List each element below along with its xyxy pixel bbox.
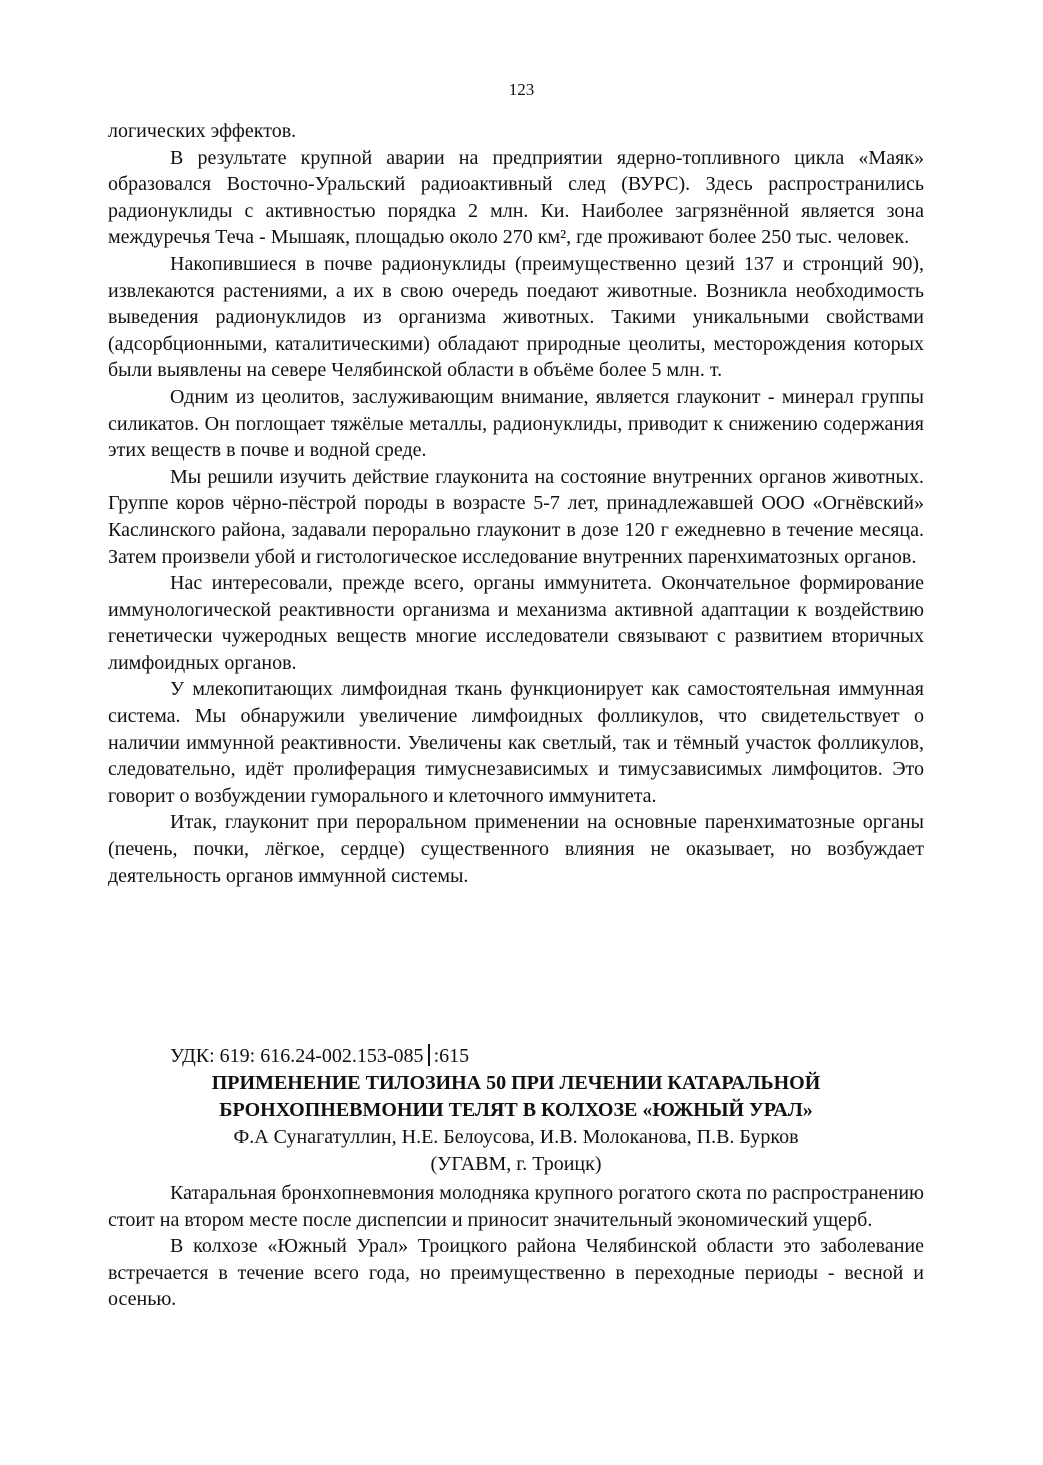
paragraph: В результате крупной аварии на предприятии ядерно-топливного цикла «Маяк» образовался Восточно-Уральский радиоактивный след (ВУРС). Здесь распространились радионуклиды с активностью порядка 2 млн. Ки. Наиболее загрязнённой является зона междуречья Теча - Мышаяк, площадью около 270 км², где проживают более 250 тыс. человек. [108,146,924,249]
page-number: 123 [508,80,535,99]
paragraph: Нас интересовали, прежде всего, органы иммунитета. Окончательное формирование иммунологической реактивности организма и механизма активной адаптации к воздействию генетически чужеродных веществ многие исследователи связывают с развитием вторичных лимфоидных органов. [108,572,924,674]
article-title-line: ПРИМЕНЕНИЕ ТИЛОЗИНА 50 ПРИ ЛЕЧЕНИИ КАТАРАЛЬНОЙ [211,1072,821,1094]
article-authors: Ф.А Сунагатуллин, Н.Е. Белоусова, И.В. Молоканова, П.В. Бурков [233,1126,799,1148]
article-title [108,1070,924,1123]
paragraph: Мы решили изучить действие глауконита на состояние внутренних органов животных. Группе коров чёрно-пёстрой породы в возрасте 5-7 лет, принадлежавшей ООО «Огнёвский» Каслинского района, задавали перорально глауконит в дозе 120 г ежедневно в течение месяца. Затем произвели убой и гистологическое исследование внутренних паренхиматозных органов. [108,465,924,568]
paragraph: Итак, глауконит при пероральном применении на основные паренхиматозные органы (печень, почки, лёгкое, сердце) существенного влияния не оказывает, но возбуждает деятельность органов иммунной системы. [108,811,924,887]
article-byline [108,1124,924,1178]
paragraph: логических эффектов. [108,120,297,142]
article-affiliation: (УГАВМ, г. Троицк) [430,1153,602,1175]
udk-code [170,1043,469,1069]
paragraph: В колхозе «Южный Урал» Троицкого района Челябинской области это заболевание встречается в течение всего года, но преимущественно в переходные периоды - весной и осенью. [108,1235,924,1311]
article-body [108,1180,924,1313]
previous-article-text [108,118,924,889]
paragraph: У млекопитающих лимфоидная ткань функционирует как самостоятельная иммунная система. Мы обнаружили увеличение лимфоидных фолликулов, что свидетельствует о наличии иммунной реактивности. Увеличены как светлый, так и тёмный участок фолликулов, следовательно, идёт пролиферация тимуснезависимых и тимусзависимых лимфоцитов. Это говорит о возбуждении гуморального и клеточного иммунитета. [108,678,924,807]
paragraph: Накопившиеся в почве радионуклиды (преимущественно цезий 137 и стронций 90), извлекаются растениями, а их в свою очередь поедают животные. Возникла необходимость выведения радионуклидов из организма животных. Такими уникальными свойствами (адсорбционными, каталитическими) обладают природные цеолиты, месторождения которых были выявлены на севере Челябинской области в объёме более 5 млн. т. [108,252,924,382]
udk-separator [428,1044,430,1066]
paragraph: Одним из цеолитов, заслуживающим внимание, является глауконит - минерал группы силикатов. Он поглощает тяжёлые металлы, радионуклиды, приводит к снижению содержания этих веществ в почве и водной среде. [108,385,924,462]
udk-code-main: УДК: 619: 616.24-002.153-085 [170,1045,424,1067]
article-title-line: БРОНХОПНЕВМОНИИ ТЕЛЯТ В КОЛХОЗЕ «ЮЖНЫЙ УРАЛ» [219,1098,813,1121]
udk-code-suffix: :615 [433,1045,470,1067]
paragraph: Катаральная бронхопневмония молодняка крупного рогатого скота по распространению стоит на втором месте после диспепсии и приносит значительный экономический ущерб. [108,1182,924,1231]
